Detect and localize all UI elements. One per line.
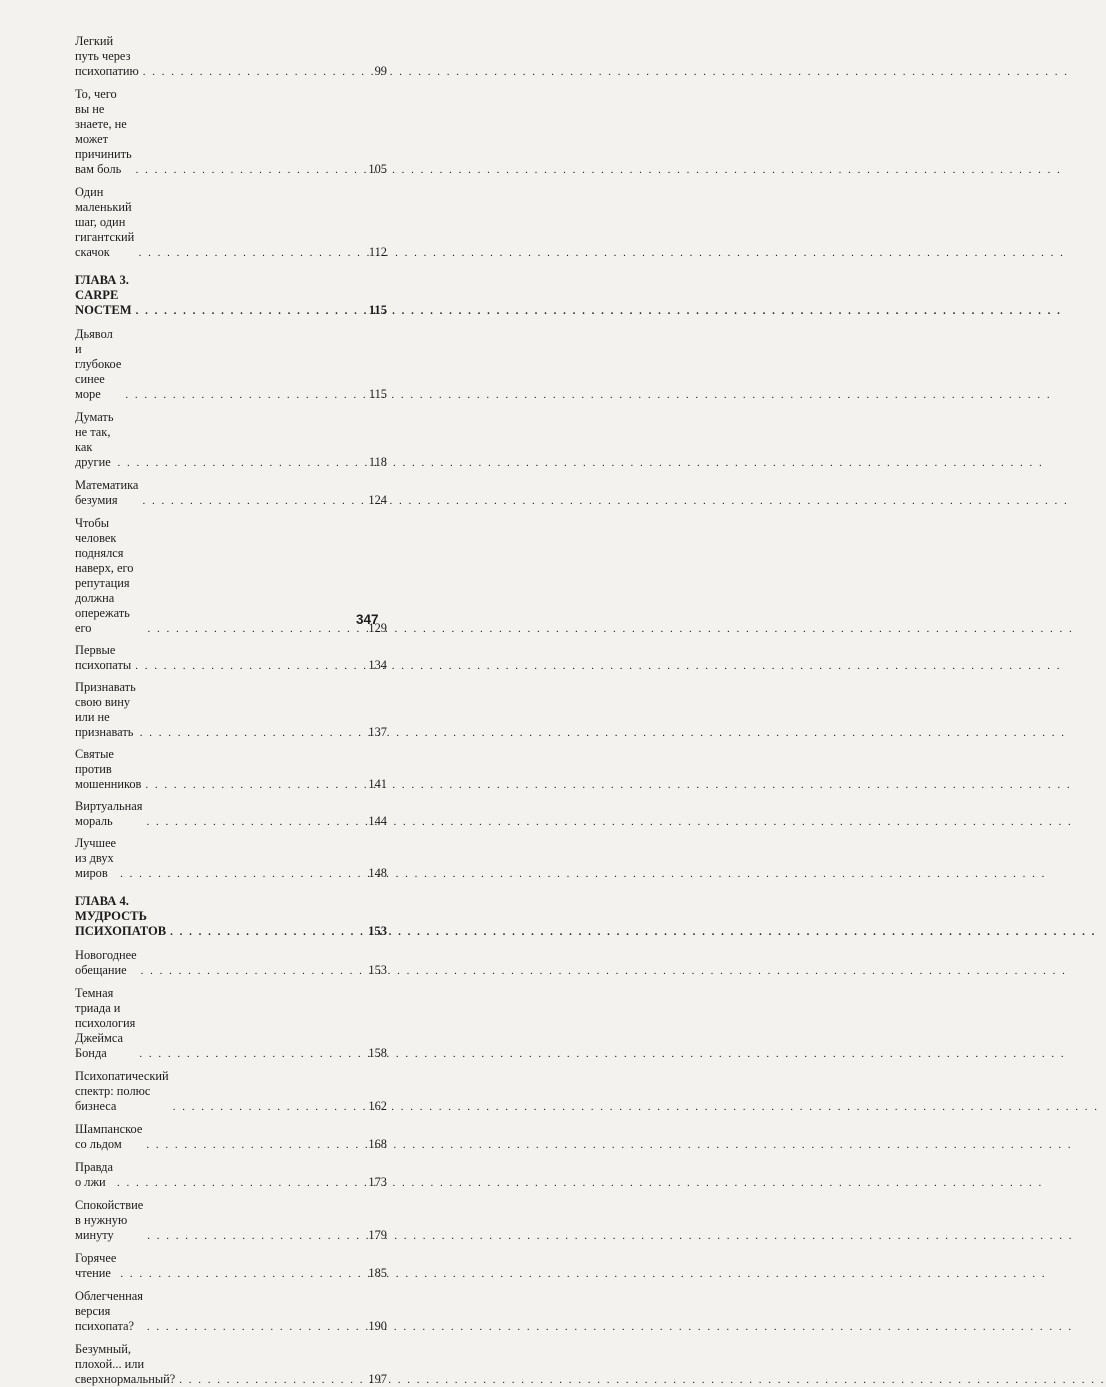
toc-entry-page: 115	[368, 303, 387, 317]
dot-leader	[120, 870, 366, 878]
toc-entry-page: 148	[368, 866, 387, 880]
toc-entry-title: Психопатический спектр: полюс бизнеса	[75, 1069, 169, 1113]
dot-leader	[142, 497, 366, 505]
toc-entry	[75, 747, 387, 792]
dot-leader	[179, 1376, 366, 1384]
toc-entry	[75, 1122, 387, 1152]
toc-entry-title: ГЛАВА 4. МУДРОСТЬ ПСИХОПАТОВ	[75, 894, 167, 938]
toc-entry-title: Один маленький шаг, один гигантский скачок	[75, 185, 135, 259]
toc-entry-page: 168	[368, 1137, 387, 1151]
toc-entry-page: 158	[368, 1046, 387, 1060]
toc-entry-page: 129	[368, 621, 387, 635]
toc-entry-title: Думать не так, как другие	[75, 410, 114, 469]
dot-leader	[140, 729, 367, 737]
toc-entry-page: 105	[368, 162, 387, 176]
toc-entry-page: 197	[368, 1372, 387, 1386]
toc-entry-page: 179	[368, 1228, 387, 1242]
toc-entry-title: Спокойствие в нужную минуту	[75, 1198, 144, 1242]
toc-entry-page: 141	[368, 777, 387, 791]
dot-leader	[117, 1179, 366, 1187]
toc-entry-title: Признавать свою вину или не признавать	[75, 680, 136, 739]
toc-entry	[75, 478, 387, 508]
toc-entry-page: 134	[368, 658, 387, 672]
toc-entry-page: 190	[368, 1319, 387, 1333]
toc-entry-title: Первые психопаты	[75, 643, 132, 672]
dot-leader	[173, 1103, 367, 1111]
toc-entry-title: Виртуальная мораль	[75, 799, 143, 828]
dot-leader	[139, 249, 367, 257]
dot-leader	[143, 68, 373, 76]
toc-entry	[75, 1198, 387, 1243]
toc-entry-page: 112	[368, 245, 387, 259]
page-number: 347	[356, 612, 379, 627]
dot-leader	[146, 818, 366, 826]
dot-leader	[139, 1050, 366, 1058]
toc-entry-title: Облегченная версия психопата?	[75, 1289, 143, 1333]
dot-leader	[135, 662, 366, 670]
toc-entry-page: 99	[374, 64, 387, 78]
toc-entry-title: Легкий путь через психопатию	[75, 34, 139, 78]
toc-entry	[75, 948, 387, 978]
toc-entry	[75, 410, 387, 470]
toc-entry-page: 173	[368, 1175, 387, 1189]
toc-entry-title: Шампанское со льдом	[75, 1122, 143, 1151]
toc-entry-title: Правда о лжи	[75, 1160, 113, 1189]
toc-entry-title: ГЛАВА 3. CARPE NOCTEM	[75, 273, 132, 317]
dot-leader	[170, 928, 366, 936]
toc-entry-page: 162	[368, 1099, 387, 1113]
toc-chapter-heading	[75, 273, 387, 318]
toc-entry	[75, 680, 387, 740]
toc-entry-title: Дьявол и глубокое синее море	[75, 327, 122, 401]
toc-entry-page: 153	[368, 963, 387, 977]
toc-entry	[75, 34, 387, 79]
table-of-contents	[75, 34, 387, 1387]
dot-leader	[141, 967, 367, 975]
toc-entry-title: Горячее чтение	[75, 1251, 117, 1280]
toc-entry	[75, 799, 387, 829]
toc-entry-page: 144	[368, 814, 387, 828]
dot-leader	[145, 781, 366, 789]
toc-entry-title: Темная триада и психология Джеймса Бонда	[75, 986, 136, 1060]
toc-entry	[75, 1069, 387, 1114]
toc-entry-title: Новогоднее обещание	[75, 948, 137, 977]
dot-leader	[136, 166, 367, 174]
toc-entry	[75, 986, 387, 1061]
dot-leader	[120, 1270, 366, 1278]
toc-chapter-heading	[75, 894, 387, 939]
dot-leader	[148, 625, 367, 633]
toc-entry-title: Святые против мошенников	[75, 747, 142, 791]
dot-leader	[125, 391, 366, 399]
toc-entry	[75, 1289, 387, 1334]
toc-entry-page: 137	[368, 725, 387, 739]
toc-entry	[75, 327, 387, 402]
dot-leader	[136, 307, 367, 315]
dot-leader	[147, 1232, 366, 1240]
toc-entry	[75, 643, 387, 673]
toc-entry	[75, 1251, 387, 1281]
toc-entry-title: То, чего вы не знаете, не может причинить вам боль	[75, 87, 132, 176]
toc-entry-title: Лучшее из двух миров	[75, 836, 117, 880]
toc-entry-title: Безумный, плохой... или сверхнормальный?	[75, 1342, 176, 1386]
toc-entry-page: 118	[368, 455, 387, 469]
dot-leader	[117, 459, 366, 467]
toc-entry	[75, 1342, 387, 1387]
toc-entry-title: Математика безумия	[75, 478, 139, 507]
toc-entry	[75, 836, 387, 881]
toc-entry-page: 185	[368, 1266, 387, 1280]
toc-entry	[75, 516, 387, 636]
toc-entry-page: 115	[368, 387, 387, 401]
toc-entry-page: 153	[368, 924, 387, 938]
toc-entry	[75, 185, 387, 260]
toc-entry-page: 124	[368, 493, 387, 507]
toc-entry	[75, 1160, 387, 1190]
toc-entry-title: Чтобы человек поднялся наверх, его репутация должна опережать его	[75, 516, 134, 635]
toc-entry	[75, 87, 387, 177]
dot-leader	[146, 1141, 366, 1149]
dot-leader	[147, 1323, 367, 1331]
